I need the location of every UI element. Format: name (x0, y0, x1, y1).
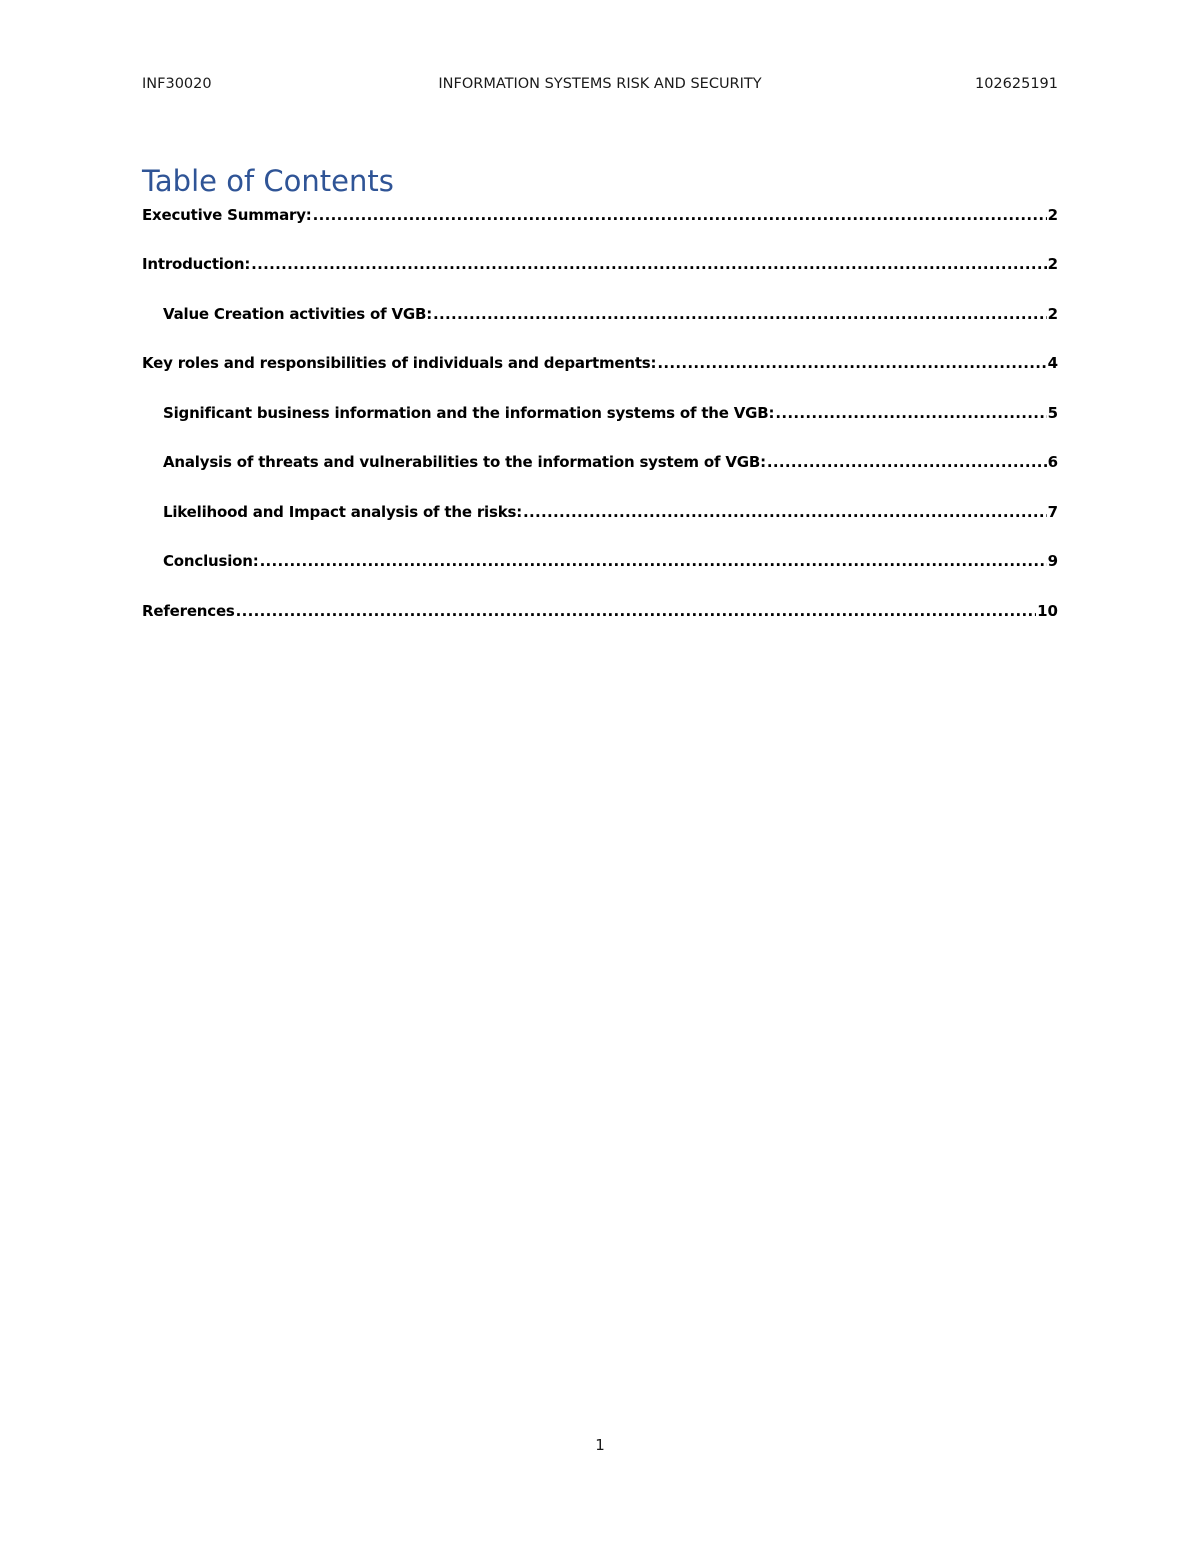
toc-entry-text: Key roles and responsibilities of individuals and departments: (142, 354, 657, 372)
toc-entry-key-roles[interactable] (142, 354, 1058, 378)
toc-entry-page: 2 (1047, 206, 1058, 224)
toc-entry-references[interactable] (142, 602, 1058, 626)
toc-entry-text: Executive Summary: (142, 206, 312, 224)
toc-entry-business-information[interactable] (142, 404, 1058, 428)
toc-entry-page: 6 (1047, 453, 1058, 471)
toc-entry-text: Analysis of threats and vulnerabilities to the information system of VGB: (163, 453, 766, 471)
header-course-code: INF30020 (142, 76, 212, 92)
toc-dot-leader (775, 404, 1046, 422)
toc-entry-page: 4 (1047, 354, 1058, 372)
toc-entry-text: Likelihood and Impact analysis of the risks: (163, 503, 523, 521)
toc-entry-text: References (142, 602, 235, 620)
toc-dot-leader (260, 552, 1047, 570)
toc-entry-text: Introduction: (142, 255, 251, 273)
toc-entry-page: 7 (1047, 503, 1058, 521)
toc-dot-leader (251, 255, 1046, 273)
toc-entry-text: Conclusion: (163, 552, 259, 570)
toc-entry-likelihood-impact[interactable] (142, 503, 1058, 527)
toc-entry-conclusion[interactable] (142, 552, 1058, 576)
toc-dot-leader (313, 206, 1047, 224)
toc-dot-leader (657, 354, 1046, 372)
toc-entry-value-creation[interactable] (142, 305, 1058, 329)
toc-entry-executive-summary[interactable] (142, 206, 1058, 230)
toc-entry-page: 10 (1037, 602, 1058, 620)
toc-entry-text: Value Creation activities of VGB: (163, 305, 433, 323)
page-header (142, 76, 1058, 96)
toc-entry-threats-analysis[interactable] (142, 453, 1058, 477)
toc-dot-leader (236, 602, 1036, 620)
header-course-title: INFORMATION SYSTEMS RISK AND SECURITY (438, 76, 762, 92)
toc-title: Table of Contents (142, 164, 394, 198)
page-number: 1 (595, 1436, 605, 1454)
toc-dot-leader (523, 503, 1047, 521)
toc-entry-introduction[interactable] (142, 255, 1058, 279)
toc-entry-text: Significant business information and the information systems of the VGB: (163, 404, 775, 422)
toc-entry-page: 2 (1047, 255, 1058, 273)
header-student-id: 102625191 (974, 76, 1058, 92)
toc-dot-leader (433, 305, 1047, 323)
toc-entry-page: 2 (1047, 305, 1058, 323)
toc-entry-page: 5 (1047, 404, 1058, 422)
toc-dot-leader (767, 453, 1047, 471)
toc-entry-page: 9 (1047, 552, 1058, 570)
